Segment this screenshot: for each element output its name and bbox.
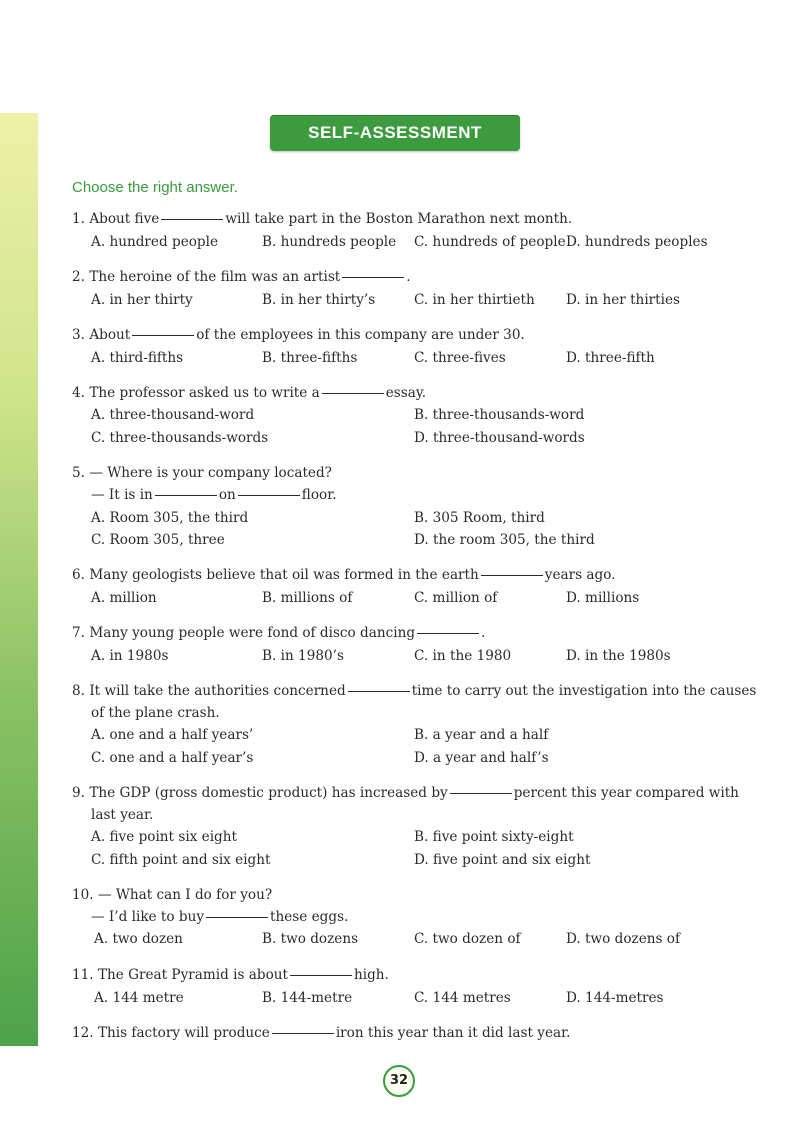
option-d[interactable]: D. the room 305, the third [414,532,595,548]
option-a[interactable]: A. three-thousand-word [91,407,255,423]
answer-blank [450,793,512,794]
answer-blank [348,691,410,692]
option-a[interactable]: A. one and a half years’ [91,727,254,743]
answer-blank [272,1033,334,1034]
answer-blank [417,633,479,634]
option-c[interactable]: C. two dozen of [414,931,521,947]
option-c[interactable]: C. three-fives [414,350,506,366]
option-a[interactable]: A. in 1980s [91,648,169,664]
answer-blank [290,975,352,976]
answer-blank [481,575,543,576]
option-b[interactable]: B. 144-metre [262,990,353,1006]
option-c[interactable]: C. fifth point and six eight [91,852,271,868]
option-c[interactable]: C. million of [414,590,498,606]
option-a[interactable]: A. million [91,590,157,606]
option-c[interactable]: C. in her thirtieth [414,292,535,308]
question-number: 1. [72,211,85,227]
instruction-text: Choose the right answer. [72,179,238,196]
option-d[interactable]: D. two dozens of [566,931,681,947]
option-b[interactable]: B. three-thousands-word [414,407,585,423]
page-number: 32 [383,1065,415,1097]
option-a[interactable]: A. in her thirty [91,292,193,308]
option-d[interactable]: D. five point and six eight [414,852,591,868]
option-c[interactable]: C. 144 metres [414,990,511,1006]
option-c[interactable]: C. in the 1980 [414,648,512,664]
option-d[interactable]: D. in her thirties [566,292,680,308]
option-c[interactable]: C. hundreds of people [414,234,566,250]
option-b[interactable]: B. millions of [262,590,353,606]
option-a[interactable]: A. hundred people [91,234,219,250]
answer-blank [155,495,217,496]
option-b[interactable]: B. a year and a half [414,727,549,743]
option-b[interactable]: B. in her thirty’s [262,292,376,308]
option-d[interactable]: D. hundreds peoples [566,234,708,250]
section-title-badge: SELF-ASSESSMENT [270,115,520,151]
option-b[interactable]: B. 305 Room, third [414,510,545,526]
option-c[interactable]: C. three-thousands-words [91,430,269,446]
option-a[interactable]: A. two dozen [94,931,183,947]
option-a[interactable]: A. third-fifths [91,350,184,366]
option-d[interactable]: D. three-fifth [566,350,655,366]
option-b[interactable]: B. in 1980’s [262,648,344,664]
option-d[interactable]: D. in the 1980s [566,648,671,664]
option-c[interactable]: C. Room 305, three [91,532,225,548]
answer-blank [322,393,384,394]
answer-blank [238,495,300,496]
option-a[interactable]: A. 144 metre [94,990,184,1006]
answer-blank [206,917,268,918]
option-b[interactable]: B. hundreds people [262,234,397,250]
answer-blank [132,335,194,336]
option-b[interactable]: B. three-fifths [262,350,358,366]
option-a[interactable]: A. five point six eight [91,829,237,845]
option-b[interactable]: B. five point sixty-eight [414,829,574,845]
decorative-side-strip [0,113,38,1046]
option-d[interactable]: D. a year and half’s [414,750,549,766]
option-d[interactable]: D. 144-metres [566,990,664,1006]
option-d[interactable]: D. three-thousand-words [414,430,585,446]
answer-blank [342,277,404,278]
answer-blank [161,219,223,220]
option-a[interactable]: A. Room 305, the third [91,510,249,526]
option-d[interactable]: D. millions [566,590,640,606]
option-b[interactable]: B. two dozens [262,931,359,947]
option-c[interactable]: C. one and a half year’s [91,750,254,766]
